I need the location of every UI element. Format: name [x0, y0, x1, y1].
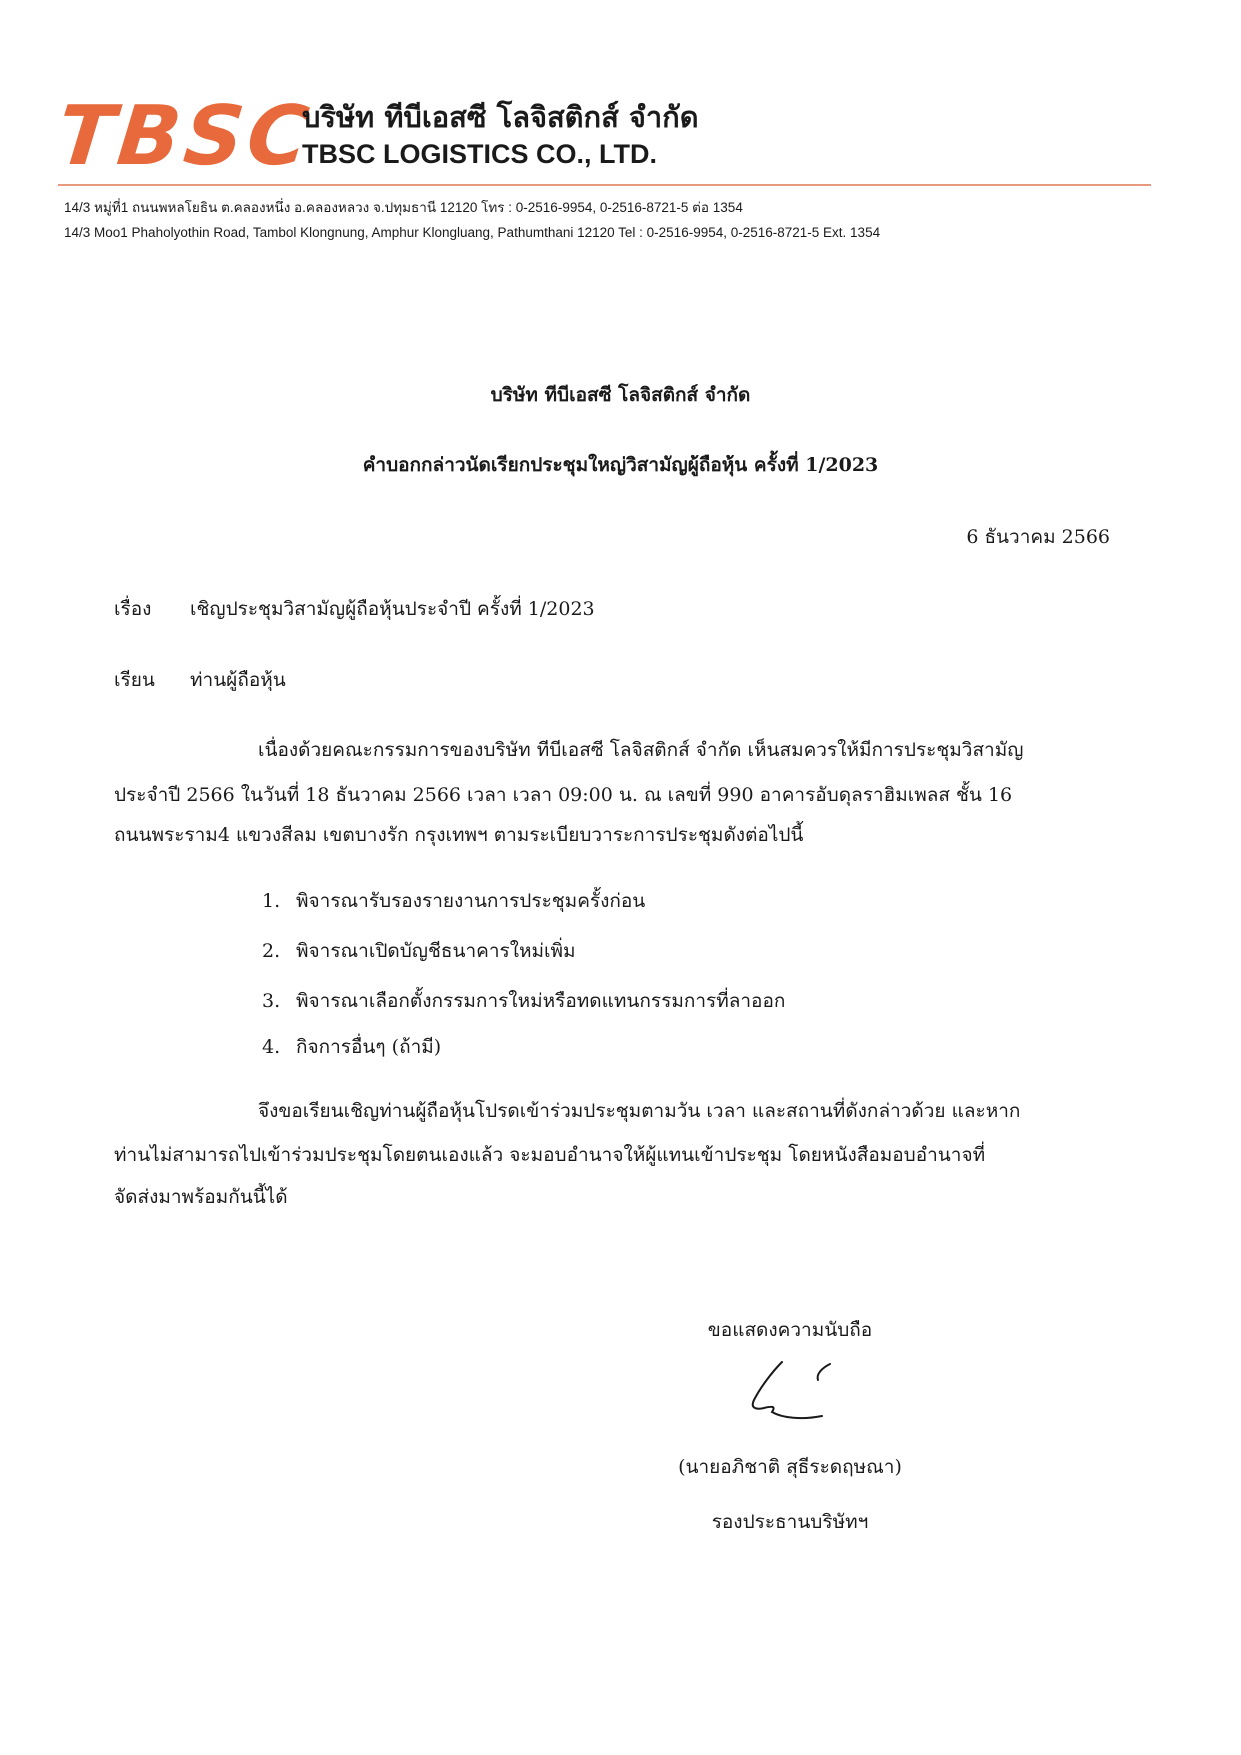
paragraph2-line3: จัดส่งมาพร้อมกันนี้ได้	[114, 1186, 288, 1208]
notice-title: คำบอกกล่าวนัดเรียกประชุมใหญ่วิสามัญผู้ถือหุ้น ครั้งที่ 1/2023	[362, 454, 879, 476]
subject-label: เรื่อง	[114, 598, 152, 620]
paragraph2-line2: ท่านไม่สามารถไปเข้าร่วมประชุมโดยตนเองแล้ว จะมอบอำนาจให้ผู้แทนเข้าประชุม โดยหนังสือมอบอำนาจที่	[114, 1144, 986, 1166]
address-thai: 14/3 หมู่ที่1 ถนนพหลโยธิน ต.คลองหนึ่ง อ.คลองหลวง จ.ปทุมธานี 12120 โทร : 0-2516-9954, 0-2516-8721-5 ต่อ 1354	[64, 200, 743, 215]
header-divider	[58, 184, 1151, 186]
signature-image	[742, 1350, 862, 1430]
paragraph2-line1: จึงขอเรียนเชิญท่านผู้ถือหุ้นโปรดเข้าร่วมประชุมตามวัน เวลา และสถานที่ดังกล่าวด้วย และหาก	[258, 1100, 1021, 1122]
recipient-label: เรียน	[114, 669, 155, 691]
signer-name: (นายอภิชาติ สุธีระดฤษณา)	[678, 1456, 902, 1478]
address-english: 14/3 Moo1 Phaholyothin Road, Tambol Klongnung, Amphur Klongluang, Pathumthani 12120 Tel : 0-2516-9954, 0-2516-8721-5 Ext. 1354	[64, 225, 881, 240]
company-name-english: TBSC LOGISTICS CO., LTD.	[302, 139, 657, 169]
closing-regards: ขอแสดงความนับถือ	[707, 1319, 873, 1341]
agenda-item	[262, 939, 576, 963]
agenda-number: 1.	[262, 890, 281, 912]
signer-position: รองประธานบริษัทฯ	[711, 1511, 869, 1533]
agenda-text: พิจารณาเลือกตั้งกรรมการใหม่หรือทดแทนกรรมการที่ลาออก	[296, 990, 786, 1012]
subject-value: เชิญประชุมวิสามัญผู้ถือหุ้นประจำปี ครั้งที่ 1/2023	[190, 598, 595, 620]
paragraph1-line2: ประจำปี 2566 ในวันที่ 18 ธันวาคม 2566 เวลา เวลา 09:00 น. ณ เลขที่ 990 อาคารอับดุลราฮิมเพลส ชั้น 16	[114, 784, 1013, 806]
letter-date: 6 ธันวาคม 2566	[966, 526, 1110, 548]
agenda-text: พิจารณาเปิดบัญชีธนาคารใหม่เพิ่ม	[296, 940, 576, 962]
agenda-number: 4.	[262, 1036, 281, 1058]
agenda-item	[262, 1035, 441, 1059]
paragraph1-line3: ถนนพระราม4 แขวงสีลม เขตบางรัก กรุงเทพฯ ตามระเบียบวาระการประชุมดังต่อไปนี้	[114, 824, 804, 846]
company-logo: TBSC	[53, 89, 317, 184]
agenda-text: กิจการอื่นๆ (ถ้ามี)	[296, 1036, 442, 1058]
recipient-value: ท่านผู้ถือหุ้น	[190, 669, 286, 691]
agenda-item	[262, 989, 785, 1013]
agenda-number: 2.	[262, 940, 281, 962]
paragraph1-line1: เนื่องด้วยคณะกรรมการของบริษัท ทีบีเอสซี โลจิสติกส์ จำกัด เห็นสมควรให้มีการประชุมวิสามัญ	[258, 739, 1024, 761]
agenda-number: 3.	[262, 990, 281, 1012]
agenda-item	[262, 889, 645, 913]
agenda-text: พิจารณารับรองรายงานการประชุมครั้งก่อน	[296, 890, 646, 912]
document-company-title: บริษัท ทีบีเอสซี โลจิสติกส์ จำกัด	[490, 384, 751, 406]
company-name-thai: บริษัท ทีบีเอสซี โลจิสติกส์ จำกัด	[302, 100, 699, 134]
